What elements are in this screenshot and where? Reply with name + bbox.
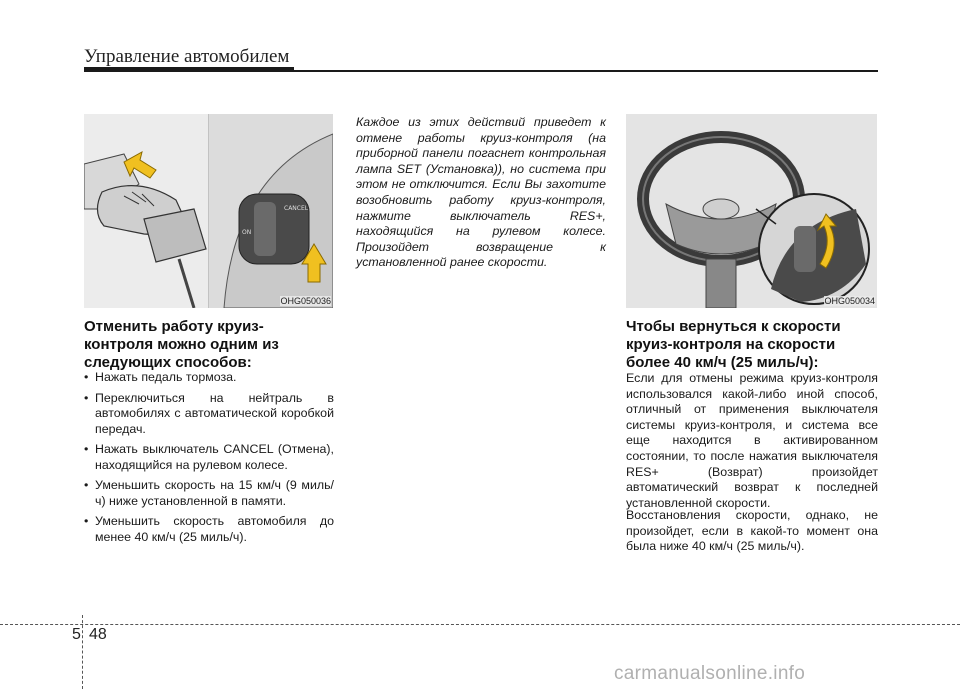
heading-line: Отменить работу круиз-	[84, 318, 264, 335]
steering-wheel-illustration	[626, 114, 877, 308]
list-item: • Нажать педаль тормоза.	[84, 370, 334, 386]
figure-steering-wheel-res-switch	[626, 114, 877, 308]
resume-paragraph-note: Восстановления скорости, однако, не произойдет, если в какой-то момент она была ниже 40 км/ч (25 миль/ч).	[626, 508, 878, 554]
heading-line: круиз-контроля на скорости	[626, 336, 836, 353]
header-rule	[84, 70, 878, 72]
svg-text:ON: ON	[242, 229, 252, 236]
heading-line: следующих способов:	[84, 354, 252, 371]
cancel-methods-list	[84, 370, 334, 550]
heading-line: контроля можно одним из	[84, 336, 279, 353]
resume-paragraph: Если для отмены режима круиз-контроля использовался какой-либо иной способ, отличный от применения выключателя системы круиз-контроля, и система все еще находится в активированном состоянии, то после нажатия выключателя RES+ (Возврат) произойдет автоматический возврат к последней установленной скорости.	[626, 371, 878, 510]
list-item: • Уменьшить скорость автомобиля до менее 40 км/ч (25 миль/ч).	[84, 514, 334, 545]
figure-code-label: OHG050034	[824, 296, 875, 306]
page-header-title: Управление автомобилем	[84, 46, 290, 67]
cancel-effect-note: Каждое из этих действий приведет к отмене работы круиз-контроля (на приборной панели погаснет контрольная лампа SET (Установка)), но система при этом не отключится. Если Вы захотите возобновить работу круиз-контроля, нажмите выключатель RES+, находящийся на рулевом колесе. Произойдет возвращение к установленной ранее скорости.	[356, 115, 606, 270]
svg-text:CANCEL: CANCEL	[284, 205, 309, 212]
section-heading-resume	[626, 318, 886, 372]
pedal-switch-illustration	[84, 114, 333, 308]
list-item: • Нажать выключатель CANCEL (Отмена), находящийся на рулевом колесе.	[84, 442, 334, 473]
figure-code-label: OHG050036	[280, 296, 331, 306]
footer-divider	[82, 615, 83, 689]
list-item: • Уменьшить скорость на 15 км/ч (9 миль/ч) ниже установленной в памяти.	[84, 478, 334, 509]
heading-line: более 40 км/ч (25 миль/ч):	[626, 354, 819, 371]
list-item: • Переключиться на нейтраль в автомобилях с автоматической коробкой передач.	[84, 391, 334, 438]
watermark: carmanualsonline.info	[614, 663, 806, 684]
heading-line: Чтобы вернуться к скорости	[626, 318, 841, 335]
figure-brake-pedal-cancel-switch	[84, 114, 333, 308]
section-number: 5	[72, 626, 81, 643]
page-number: 48	[89, 626, 107, 643]
section-heading-cancel	[84, 318, 344, 372]
footer-rule	[0, 624, 960, 625]
